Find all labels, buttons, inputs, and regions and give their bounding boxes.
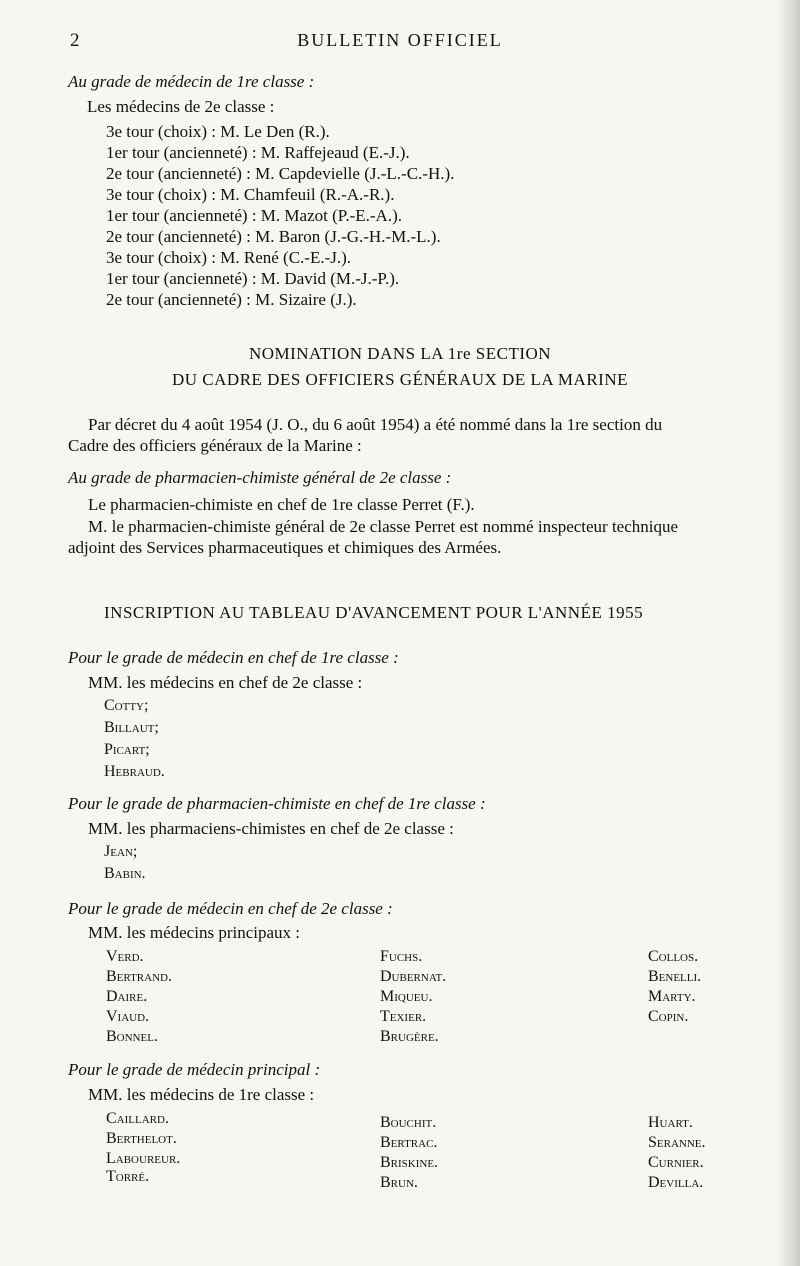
list-item: Fuchs.: [380, 948, 423, 965]
grade-line-medecin-chef-1re: Pour le grade de médecin en chef de 1re classe :: [68, 648, 399, 667]
section-title-nomination-line1: NOMINATION DANS LA 1re SECTION: [248, 344, 552, 363]
list-item: Daire.: [106, 988, 148, 1005]
list-item: Huart.: [648, 1114, 693, 1131]
list-item: 1er tour (ancienneté) : M. Raffejeaud (E.-J.).: [106, 143, 410, 162]
list-item: Picart;: [104, 741, 150, 758]
list-item: Devilla.: [648, 1174, 704, 1191]
list-item: Laboureur.: [106, 1150, 181, 1167]
list-item: Hebraud.: [104, 763, 165, 780]
list-item: Bonnel.: [106, 1028, 158, 1045]
list-item: Brun.: [380, 1174, 418, 1191]
inspector-paragraph-line2: adjoint des Services pharmaceutiques et chimiques des Armées.: [68, 538, 502, 557]
intro-medecins-principaux: MM. les médecins principaux :: [88, 923, 300, 942]
promotion-line: Le pharmacien-chimiste en chef de 1re classe Perret (F.).: [88, 495, 475, 514]
page-number: 2: [70, 30, 80, 51]
list-item: Miqueu.: [380, 988, 433, 1005]
list-item: 1er tour (ancienneté) : M. Mazot (P.-E.-A.).: [106, 206, 402, 225]
decree-paragraph-line2: Cadre des officiers généraux de la Marine :: [68, 436, 362, 455]
list-item: 2e tour (ancienneté) : M. Baron (J.-G.-H.-M.-L.).: [106, 227, 441, 246]
list-item: Billaut;: [104, 719, 159, 736]
page-edge-shadow: [778, 0, 800, 1266]
section-title-inscription: INSCRIPTION AU TABLEAU D'AVANCEMENT POUR L'ANNÉE 1955: [104, 603, 644, 622]
list-item: 3e tour (choix) : M. René (C.-E.-J.).: [106, 248, 352, 267]
list-item: Berthelot.: [106, 1130, 177, 1147]
intro-medecins-chef-2e: MM. les médecins en chef de 2e classe :: [88, 673, 363, 692]
list-item: Dubernat.: [380, 968, 447, 985]
grade-line-medecin-principal: Pour le grade de médecin principal :: [68, 1060, 321, 1079]
list-item: Viaud.: [106, 1008, 150, 1025]
running-header: BULLETIN OFFICIEL: [297, 30, 503, 50]
list-item: Copin.: [648, 1008, 689, 1025]
list-item: 2e tour (ancienneté) : M. Capdevielle (J.-L.-C.-H.).: [106, 164, 455, 183]
list-item: 2e tour (ancienneté) : M. Sizaire (J.).: [106, 290, 357, 309]
list-item: Marty.: [648, 988, 696, 1005]
intro-medecins-1re: MM. les médecins de 1re classe :: [88, 1085, 315, 1104]
list-item: Caillard.: [106, 1110, 169, 1127]
intro-medecins-2e: Les médecins de 2e classe :: [87, 97, 275, 116]
list-item: Texier.: [380, 1008, 427, 1025]
list-item: Babin.: [104, 865, 146, 882]
list-item: Brugère.: [380, 1028, 439, 1045]
list-item: Bertrac.: [380, 1134, 438, 1151]
list-item: 3e tour (choix) : M. Le Den (R.).: [106, 122, 330, 141]
list-item: Briskine.: [380, 1154, 439, 1171]
grade-line-pharmacien-chef-1re: Pour le grade de pharmacien-chimiste en chef de 1re classe :: [68, 794, 486, 813]
intro-pharmaciens-chef-2e: MM. les pharmaciens-chimistes en chef de 2e classe :: [88, 819, 454, 838]
decree-paragraph-line1: Par décret du 4 août 1954 (J. O., du 6 août 1954) a été nommé dans la 1re section du: [88, 415, 663, 434]
list-item: Cotty;: [104, 697, 149, 714]
list-item: Collos.: [648, 948, 699, 965]
grade-line-medecin-chef-2e: Pour le grade de médecin en chef de 2e classe :: [68, 899, 393, 918]
list-item: Bouchit.: [380, 1114, 437, 1131]
list-item: 1er tour (ancienneté) : M. David (M.-J.-P.).: [106, 269, 400, 288]
list-item: Verd.: [106, 948, 144, 965]
list-item: Seranne.: [648, 1134, 706, 1151]
list-item: Benelli.: [648, 968, 702, 985]
list-item: Curnier.: [648, 1154, 704, 1171]
list-item: Jean;: [104, 843, 138, 860]
grade-line-medecin-1re: Au grade de médecin de 1re classe :: [68, 72, 315, 91]
list-item: Bertrand.: [106, 968, 172, 985]
section-title-nomination-line2: DU CADRE DES OFFICIERS GÉNÉRAUX DE LA MARINE: [172, 370, 628, 389]
inspector-paragraph-line1: M. le pharmacien-chimiste général de 2e classe Perret est nommé inspecteur technique: [88, 517, 679, 536]
list-item: Torré.: [106, 1168, 150, 1185]
grade-line-pharmacien-general: Au grade de pharmacien-chimiste général de 2e classe :: [68, 468, 452, 487]
list-item: 3e tour (choix) : M. Chamfeuil (R.-A.-R.).: [106, 185, 395, 204]
